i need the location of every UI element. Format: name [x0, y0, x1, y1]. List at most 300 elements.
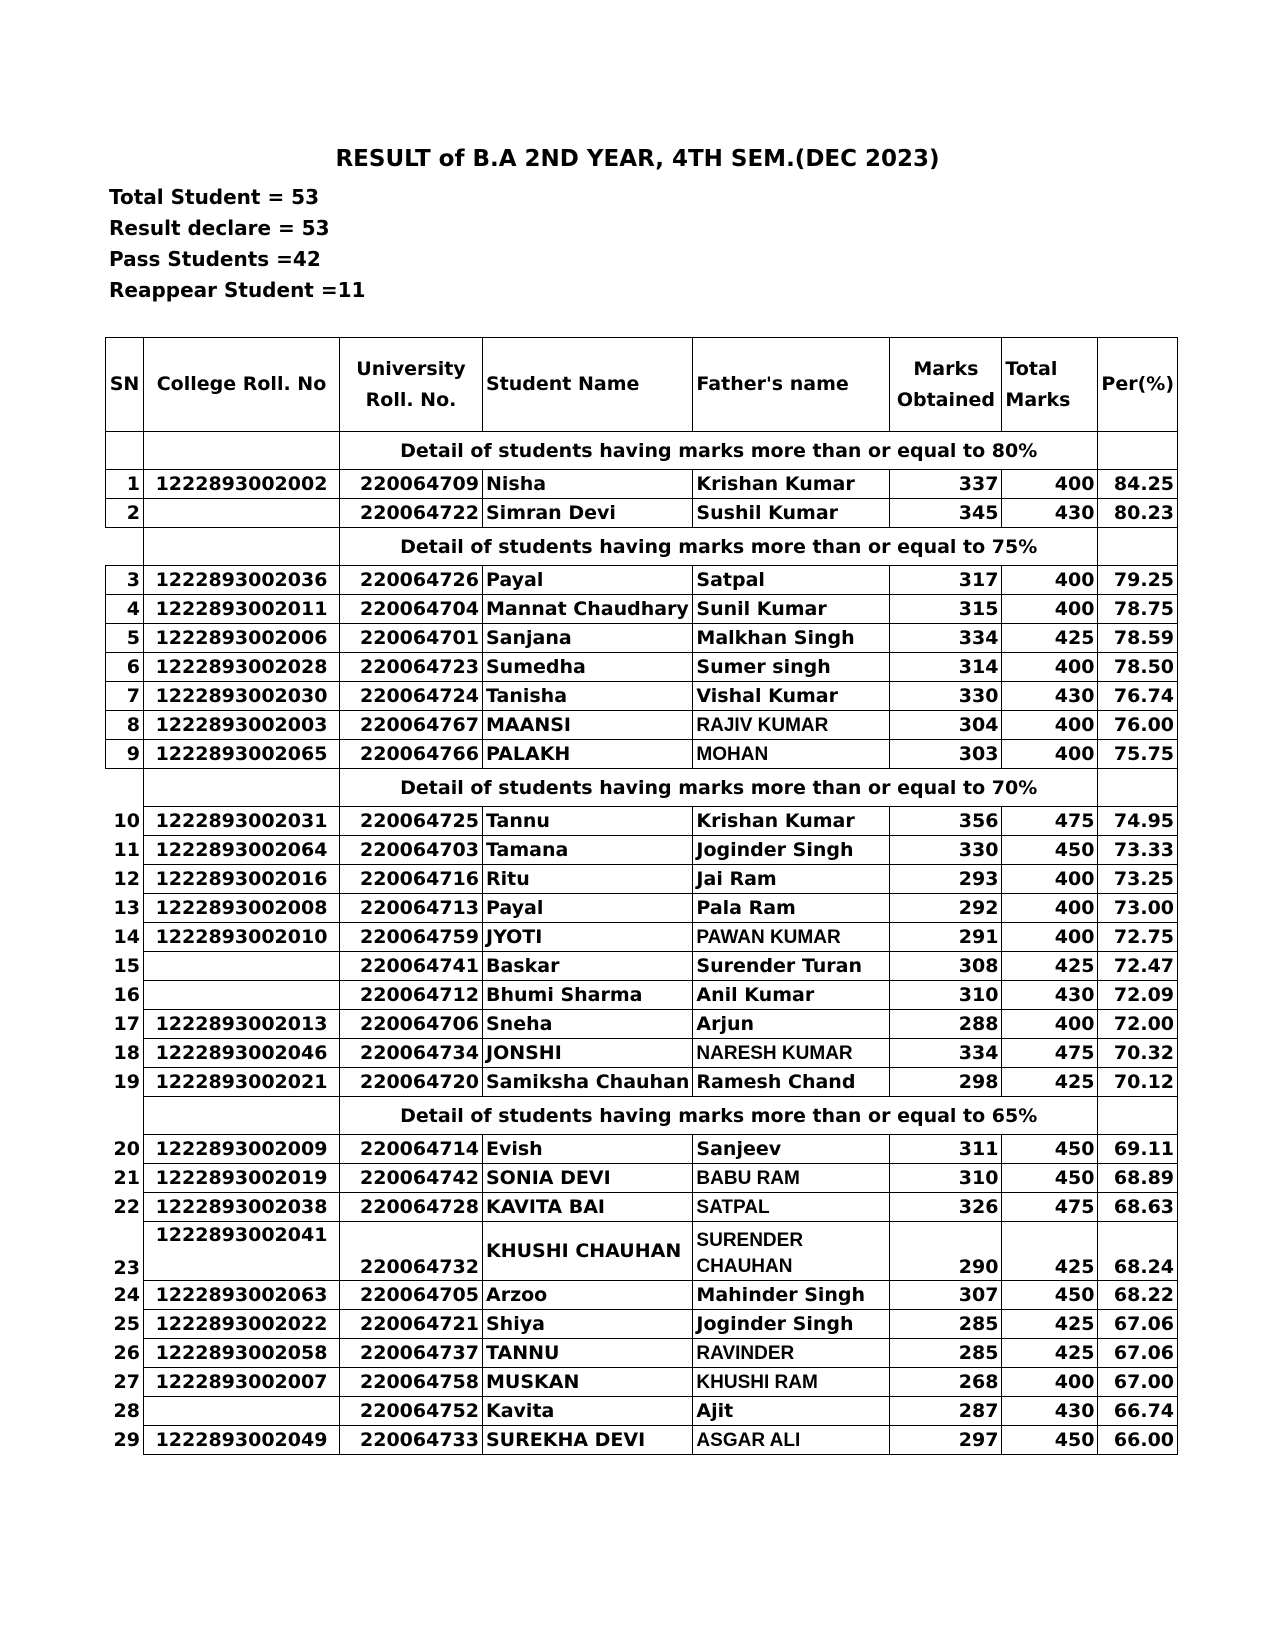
cell-percentage: 68.22 [1098, 1281, 1178, 1310]
cell-college-roll: 1222893002064 [144, 836, 340, 865]
table-header-row [106, 338, 1178, 432]
cell-marks-obtained: 292 [890, 894, 1002, 923]
cell-sn: 10 [106, 807, 144, 836]
cell-father-name: Sushil Kumar [693, 499, 890, 528]
cell-marks-obtained: 310 [890, 1164, 1002, 1193]
cell-university-roll: 220064734 [340, 1039, 483, 1068]
cell-student-name: Samiksha Chauhan [483, 1068, 693, 1097]
cell-student-name: JONSHI [483, 1039, 693, 1068]
cell-total-marks: 475 [1002, 807, 1098, 836]
cell-marks-obtained: 337 [890, 470, 1002, 499]
cell-marks-obtained: 308 [890, 952, 1002, 981]
header-marks-obtained [890, 338, 1002, 432]
cell-father-name: PAWAN KUMAR [693, 923, 890, 952]
cell-marks-obtained: 291 [890, 923, 1002, 952]
cell-father-name: Ajit [693, 1397, 890, 1426]
cell-percentage: 67.00 [1098, 1368, 1178, 1397]
cell-university-roll: 220064752 [340, 1397, 483, 1426]
cell-college-roll: 1222893002031 [144, 807, 340, 836]
cell-percentage: 73.00 [1098, 894, 1178, 923]
cell-college-roll: 1222893002002 [144, 470, 340, 499]
header-total-marks [1002, 338, 1098, 432]
cell-father-name: Malkhan Singh [693, 624, 890, 653]
cell-marks-obtained: 287 [890, 1397, 1002, 1426]
cell-percentage: 74.95 [1098, 807, 1178, 836]
section-sn-cell [106, 769, 144, 807]
table-row [106, 682, 1178, 711]
cell-college-roll [144, 952, 340, 981]
section-title: Detail of students having marks more than or equal to 80% [340, 432, 1098, 470]
cell-sn: 8 [106, 711, 144, 740]
cell-college-roll: 1222893002041 [144, 1222, 340, 1281]
cell-percentage: 75.75 [1098, 740, 1178, 769]
header-total-line1: Total [1005, 357, 1058, 380]
header-father-name: Father's name [693, 338, 890, 432]
cell-total-marks: 430 [1002, 1397, 1098, 1426]
cell-marks-obtained: 290 [890, 1222, 1002, 1281]
cell-father-name: RAJIV KUMAR [693, 711, 890, 740]
header-total-line2: Marks [1005, 388, 1071, 411]
cell-college-roll [144, 981, 340, 1010]
cell-student-name: Bhumi Sharma [483, 981, 693, 1010]
summary-reappear-students: Reappear Student =11 [109, 278, 366, 302]
cell-university-roll: 220064709 [340, 470, 483, 499]
cell-father-name: Joginder Singh [693, 1310, 890, 1339]
cell-university-roll: 220064737 [340, 1339, 483, 1368]
cell-student-name: Simran Devi [483, 499, 693, 528]
table-row [106, 1339, 1178, 1368]
cell-university-roll: 220064733 [340, 1426, 483, 1455]
cell-total-marks: 450 [1002, 836, 1098, 865]
cell-student-name: Tanisha [483, 682, 693, 711]
cell-student-name: Tannu [483, 807, 693, 836]
cell-marks-obtained: 285 [890, 1310, 1002, 1339]
summary-result-declared: Result declare = 53 [109, 216, 330, 240]
cell-total-marks: 425 [1002, 1339, 1098, 1368]
cell-sn: 24 [106, 1281, 144, 1310]
table-row [106, 711, 1178, 740]
cell-college-roll: 1222893002063 [144, 1281, 340, 1310]
cell-college-roll: 1222893002030 [144, 682, 340, 711]
cell-father-name: Anil Kumar [693, 981, 890, 1010]
cell-university-roll: 220064742 [340, 1164, 483, 1193]
cell-total-marks: 430 [1002, 499, 1098, 528]
cell-percentage: 78.75 [1098, 595, 1178, 624]
cell-percentage: 72.47 [1098, 952, 1178, 981]
cell-sn: 26 [106, 1339, 144, 1368]
cell-student-name: TANNU [483, 1339, 693, 1368]
cell-marks-obtained: 356 [890, 807, 1002, 836]
cell-total-marks: 400 [1002, 894, 1098, 923]
section-header-row [106, 528, 1178, 566]
cell-sn: 19 [106, 1068, 144, 1097]
table-row [106, 894, 1178, 923]
cell-total-marks: 400 [1002, 711, 1098, 740]
table-row [106, 1368, 1178, 1397]
cell-student-name: Tamana [483, 836, 693, 865]
cell-sn: 27 [106, 1368, 144, 1397]
cell-father-name: Arjun [693, 1010, 890, 1039]
cell-total-marks: 430 [1002, 682, 1098, 711]
cell-percentage: 67.06 [1098, 1310, 1178, 1339]
table-row [106, 1193, 1178, 1222]
cell-father-name: MOHAN [693, 740, 890, 769]
section-blank-cell [144, 528, 340, 566]
cell-marks-obtained: 285 [890, 1339, 1002, 1368]
section-blank-cell [144, 769, 340, 807]
cell-sn: 15 [106, 952, 144, 981]
cell-college-roll: 1222893002028 [144, 653, 340, 682]
section-title: Detail of students having marks more than or equal to 75% [340, 528, 1098, 566]
header-student-name: Student Name [483, 338, 693, 432]
header-sn: SN [106, 338, 144, 432]
table-row [106, 1281, 1178, 1310]
cell-university-roll: 220064728 [340, 1193, 483, 1222]
cell-sn: 2 [106, 499, 144, 528]
cell-student-name: PALAKH [483, 740, 693, 769]
cell-percentage: 79.25 [1098, 566, 1178, 595]
table-row [106, 1135, 1178, 1164]
cell-percentage: 73.33 [1098, 836, 1178, 865]
table-row [106, 740, 1178, 769]
table-row [106, 1164, 1178, 1193]
cell-student-name: MUSKAN [483, 1368, 693, 1397]
cell-total-marks: 400 [1002, 740, 1098, 769]
cell-student-name: SUREKHA DEVI [483, 1426, 693, 1455]
cell-university-roll: 220064767 [340, 711, 483, 740]
cell-marks-obtained: 307 [890, 1281, 1002, 1310]
cell-sn: 17 [106, 1010, 144, 1039]
summary-pass-students: Pass Students =42 [109, 247, 321, 271]
cell-total-marks: 425 [1002, 624, 1098, 653]
cell-total-marks: 450 [1002, 1164, 1098, 1193]
cell-total-marks: 450 [1002, 1281, 1098, 1310]
cell-father-name: Sanjeev [693, 1135, 890, 1164]
cell-university-roll: 220064723 [340, 653, 483, 682]
cell-total-marks: 425 [1002, 952, 1098, 981]
cell-percentage: 68.63 [1098, 1193, 1178, 1222]
section-blank-cell-end [1098, 769, 1178, 807]
cell-percentage: 76.00 [1098, 711, 1178, 740]
cell-marks-obtained: 345 [890, 499, 1002, 528]
cell-percentage: 78.59 [1098, 624, 1178, 653]
cell-college-roll: 1222893002038 [144, 1193, 340, 1222]
father-name-line1: SURENDER [696, 1230, 804, 1251]
cell-father-name: RAVINDER [693, 1339, 890, 1368]
cell-father-name [693, 1222, 890, 1281]
cell-university-roll: 220064705 [340, 1281, 483, 1310]
section-title: Detail of students having marks more than or equal to 70% [340, 769, 1098, 807]
cell-sn: 13 [106, 894, 144, 923]
cell-sn: 22 [106, 1193, 144, 1222]
cell-university-roll: 220064706 [340, 1010, 483, 1039]
cell-student-name: Sumedha [483, 653, 693, 682]
cell-university-roll: 220064741 [340, 952, 483, 981]
table-row [106, 836, 1178, 865]
cell-sn: 20 [106, 1135, 144, 1164]
cell-college-roll: 1222893002003 [144, 711, 340, 740]
cell-percentage: 69.11 [1098, 1135, 1178, 1164]
cell-marks-obtained: 330 [890, 836, 1002, 865]
section-blank-cell-end [1098, 432, 1178, 470]
cell-college-roll: 1222893002016 [144, 865, 340, 894]
summary-total-students: Total Student = 53 [109, 185, 319, 209]
cell-student-name: MAANSI [483, 711, 693, 740]
cell-total-marks: 475 [1002, 1193, 1098, 1222]
cell-student-name: JYOTI [483, 923, 693, 952]
table-row [106, 624, 1178, 653]
header-marks-line2: Obtained [896, 388, 996, 411]
cell-university-roll: 220064724 [340, 682, 483, 711]
cell-college-roll: 1222893002049 [144, 1426, 340, 1455]
header-marks-line1: Marks [913, 357, 979, 380]
cell-university-roll: 220064713 [340, 894, 483, 923]
cell-father-name: Vishal Kumar [693, 682, 890, 711]
cell-father-name: Mahinder Singh [693, 1281, 890, 1310]
table-body [106, 432, 1178, 1455]
cell-sn: 4 [106, 595, 144, 624]
cell-percentage: 72.00 [1098, 1010, 1178, 1039]
cell-student-name: Ritu [483, 865, 693, 894]
cell-university-roll: 220064725 [340, 807, 483, 836]
cell-total-marks: 400 [1002, 566, 1098, 595]
cell-percentage: 72.75 [1098, 923, 1178, 952]
cell-university-roll: 220064721 [340, 1310, 483, 1339]
cell-student-name: Payal [483, 894, 693, 923]
cell-total-marks: 400 [1002, 653, 1098, 682]
cell-father-name: SATPAL [693, 1193, 890, 1222]
page-title: RESULT of B.A 2ND YEAR, 4TH SEM.(DEC 2023) [335, 146, 940, 172]
table-row [106, 653, 1178, 682]
cell-father-name: Sumer singh [693, 653, 890, 682]
cell-father-name: Sunil Kumar [693, 595, 890, 624]
cell-sn: 6 [106, 653, 144, 682]
section-header-row [106, 1097, 1178, 1135]
table-row [106, 1397, 1178, 1426]
cell-college-roll: 1222893002006 [144, 624, 340, 653]
cell-university-roll: 220064703 [340, 836, 483, 865]
result-table [105, 337, 1178, 1455]
cell-university-roll: 220064722 [340, 499, 483, 528]
cell-university-roll: 220064714 [340, 1135, 483, 1164]
cell-university-roll: 220064716 [340, 865, 483, 894]
cell-university-roll: 220064758 [340, 1368, 483, 1397]
table-row [106, 595, 1178, 624]
cell-marks-obtained: 334 [890, 624, 1002, 653]
cell-father-name: Joginder Singh [693, 836, 890, 865]
cell-father-name: Ramesh Chand [693, 1068, 890, 1097]
header-university-roll [340, 338, 483, 432]
cell-father-name: Krishan Kumar [693, 470, 890, 499]
header-university-roll-line1: University [356, 357, 466, 380]
cell-university-roll: 220064701 [340, 624, 483, 653]
table-row [106, 923, 1178, 952]
section-blank-cell-end [1098, 528, 1178, 566]
cell-total-marks: 400 [1002, 1010, 1098, 1039]
table-row [106, 1222, 1178, 1281]
cell-university-roll: 220064766 [340, 740, 483, 769]
cell-father-name: Pala Ram [693, 894, 890, 923]
cell-college-roll: 1222893002058 [144, 1339, 340, 1368]
cell-percentage: 84.25 [1098, 470, 1178, 499]
cell-percentage: 67.06 [1098, 1339, 1178, 1368]
cell-father-name: BABU RAM [693, 1164, 890, 1193]
cell-sn: 14 [106, 923, 144, 952]
table-row [106, 499, 1178, 528]
section-sn-cell [106, 1097, 144, 1135]
cell-marks-obtained: 304 [890, 711, 1002, 740]
cell-total-marks: 400 [1002, 1368, 1098, 1397]
cell-marks-obtained: 298 [890, 1068, 1002, 1097]
cell-sn: 9 [106, 740, 144, 769]
cell-marks-obtained: 303 [890, 740, 1002, 769]
cell-college-roll: 1222893002046 [144, 1039, 340, 1068]
table-row [106, 952, 1178, 981]
cell-student-name: Mannat Chaudhary [483, 595, 693, 624]
cell-percentage: 68.24 [1098, 1222, 1178, 1281]
cell-marks-obtained: 334 [890, 1039, 1002, 1068]
cell-student-name: Payal [483, 566, 693, 595]
cell-student-name: KHUSHI CHAUHAN [483, 1222, 693, 1281]
cell-marks-obtained: 288 [890, 1010, 1002, 1039]
table-row [106, 1426, 1178, 1455]
cell-total-marks: 475 [1002, 1039, 1098, 1068]
cell-student-name: Shiya [483, 1310, 693, 1339]
cell-marks-obtained: 297 [890, 1426, 1002, 1455]
table-row [106, 1068, 1178, 1097]
cell-college-roll: 1222893002065 [144, 740, 340, 769]
cell-total-marks: 450 [1002, 1426, 1098, 1455]
section-title: Detail of students having marks more than or equal to 65% [340, 1097, 1098, 1135]
cell-percentage: 68.89 [1098, 1164, 1178, 1193]
cell-college-roll: 1222893002022 [144, 1310, 340, 1339]
cell-father-name: NARESH KUMAR [693, 1039, 890, 1068]
table-row [106, 1310, 1178, 1339]
cell-marks-obtained: 315 [890, 595, 1002, 624]
cell-college-roll: 1222893002010 [144, 923, 340, 952]
section-blank-cell [144, 432, 340, 470]
header-university-roll-line2: Roll. No. [365, 388, 457, 411]
cell-university-roll: 220064720 [340, 1068, 483, 1097]
cell-marks-obtained: 326 [890, 1193, 1002, 1222]
cell-father-name: Satpal [693, 566, 890, 595]
table-row [106, 1039, 1178, 1068]
cell-college-roll: 1222893002009 [144, 1135, 340, 1164]
cell-student-name: Sneha [483, 1010, 693, 1039]
cell-sn: 16 [106, 981, 144, 1010]
cell-university-roll: 220064759 [340, 923, 483, 952]
cell-university-roll: 220064704 [340, 595, 483, 624]
cell-college-roll [144, 499, 340, 528]
cell-college-roll: 1222893002021 [144, 1068, 340, 1097]
cell-father-name: ASGAR ALI [693, 1426, 890, 1455]
cell-marks-obtained: 317 [890, 566, 1002, 595]
cell-college-roll: 1222893002036 [144, 566, 340, 595]
cell-marks-obtained: 268 [890, 1368, 1002, 1397]
cell-total-marks: 450 [1002, 1135, 1098, 1164]
cell-sn: 11 [106, 836, 144, 865]
section-blank-cell [144, 1097, 340, 1135]
cell-sn: 7 [106, 682, 144, 711]
cell-college-roll: 1222893002008 [144, 894, 340, 923]
table-row [106, 470, 1178, 499]
cell-student-name: SONIA DEVI [483, 1164, 693, 1193]
cell-marks-obtained: 311 [890, 1135, 1002, 1164]
cell-university-roll: 220064732 [340, 1222, 483, 1281]
cell-student-name: Evish [483, 1135, 693, 1164]
table-row [106, 807, 1178, 836]
cell-sn: 23 [106, 1222, 144, 1281]
cell-college-roll: 1222893002013 [144, 1010, 340, 1039]
section-header-row [106, 769, 1178, 807]
cell-college-roll: 1222893002019 [144, 1164, 340, 1193]
cell-percentage: 72.09 [1098, 981, 1178, 1010]
header-college-roll: College Roll. No [144, 338, 340, 432]
cell-college-roll: 1222893002011 [144, 595, 340, 624]
table-row [106, 981, 1178, 1010]
cell-percentage: 70.12 [1098, 1068, 1178, 1097]
cell-percentage: 78.50 [1098, 653, 1178, 682]
cell-total-marks: 400 [1002, 865, 1098, 894]
cell-percentage: 80.23 [1098, 499, 1178, 528]
cell-marks-obtained: 330 [890, 682, 1002, 711]
cell-total-marks: 430 [1002, 981, 1098, 1010]
table-row [106, 566, 1178, 595]
cell-marks-obtained: 314 [890, 653, 1002, 682]
cell-sn: 3 [106, 566, 144, 595]
cell-percentage: 66.74 [1098, 1397, 1178, 1426]
cell-sn: 21 [106, 1164, 144, 1193]
cell-university-roll: 220064726 [340, 566, 483, 595]
section-sn-cell [106, 432, 144, 470]
cell-total-marks: 425 [1002, 1310, 1098, 1339]
cell-student-name: Arzoo [483, 1281, 693, 1310]
cell-percentage: 66.00 [1098, 1426, 1178, 1455]
cell-student-name: Baskar [483, 952, 693, 981]
section-sn-cell [106, 528, 144, 566]
cell-university-roll: 220064712 [340, 981, 483, 1010]
cell-college-roll [144, 1397, 340, 1426]
cell-student-name: KAVITA BAI [483, 1193, 693, 1222]
cell-student-name: Kavita [483, 1397, 693, 1426]
cell-marks-obtained: 293 [890, 865, 1002, 894]
cell-total-marks: 425 [1002, 1068, 1098, 1097]
cell-father-name: Surender Turan [693, 952, 890, 981]
cell-sn: 29 [106, 1426, 144, 1455]
table-row [106, 865, 1178, 894]
cell-total-marks: 400 [1002, 923, 1098, 952]
cell-student-name: Nisha [483, 470, 693, 499]
cell-sn: 18 [106, 1039, 144, 1068]
cell-percentage: 76.74 [1098, 682, 1178, 711]
father-name-line2: CHAUHAN [696, 1256, 793, 1277]
summary-block [109, 182, 365, 306]
header-percentage: Per(%) [1098, 338, 1178, 432]
cell-father-name: Krishan Kumar [693, 807, 890, 836]
section-header-row [106, 432, 1178, 470]
cell-sn: 12 [106, 865, 144, 894]
cell-college-roll: 1222893002007 [144, 1368, 340, 1397]
cell-sn: 28 [106, 1397, 144, 1426]
cell-sn: 1 [106, 470, 144, 499]
cell-sn: 5 [106, 624, 144, 653]
cell-total-marks: 400 [1002, 595, 1098, 624]
cell-student-name: Sanjana [483, 624, 693, 653]
cell-marks-obtained: 310 [890, 981, 1002, 1010]
table-row [106, 1010, 1178, 1039]
cell-father-name: KHUSHI RAM [693, 1368, 890, 1397]
section-blank-cell-end [1098, 1097, 1178, 1135]
